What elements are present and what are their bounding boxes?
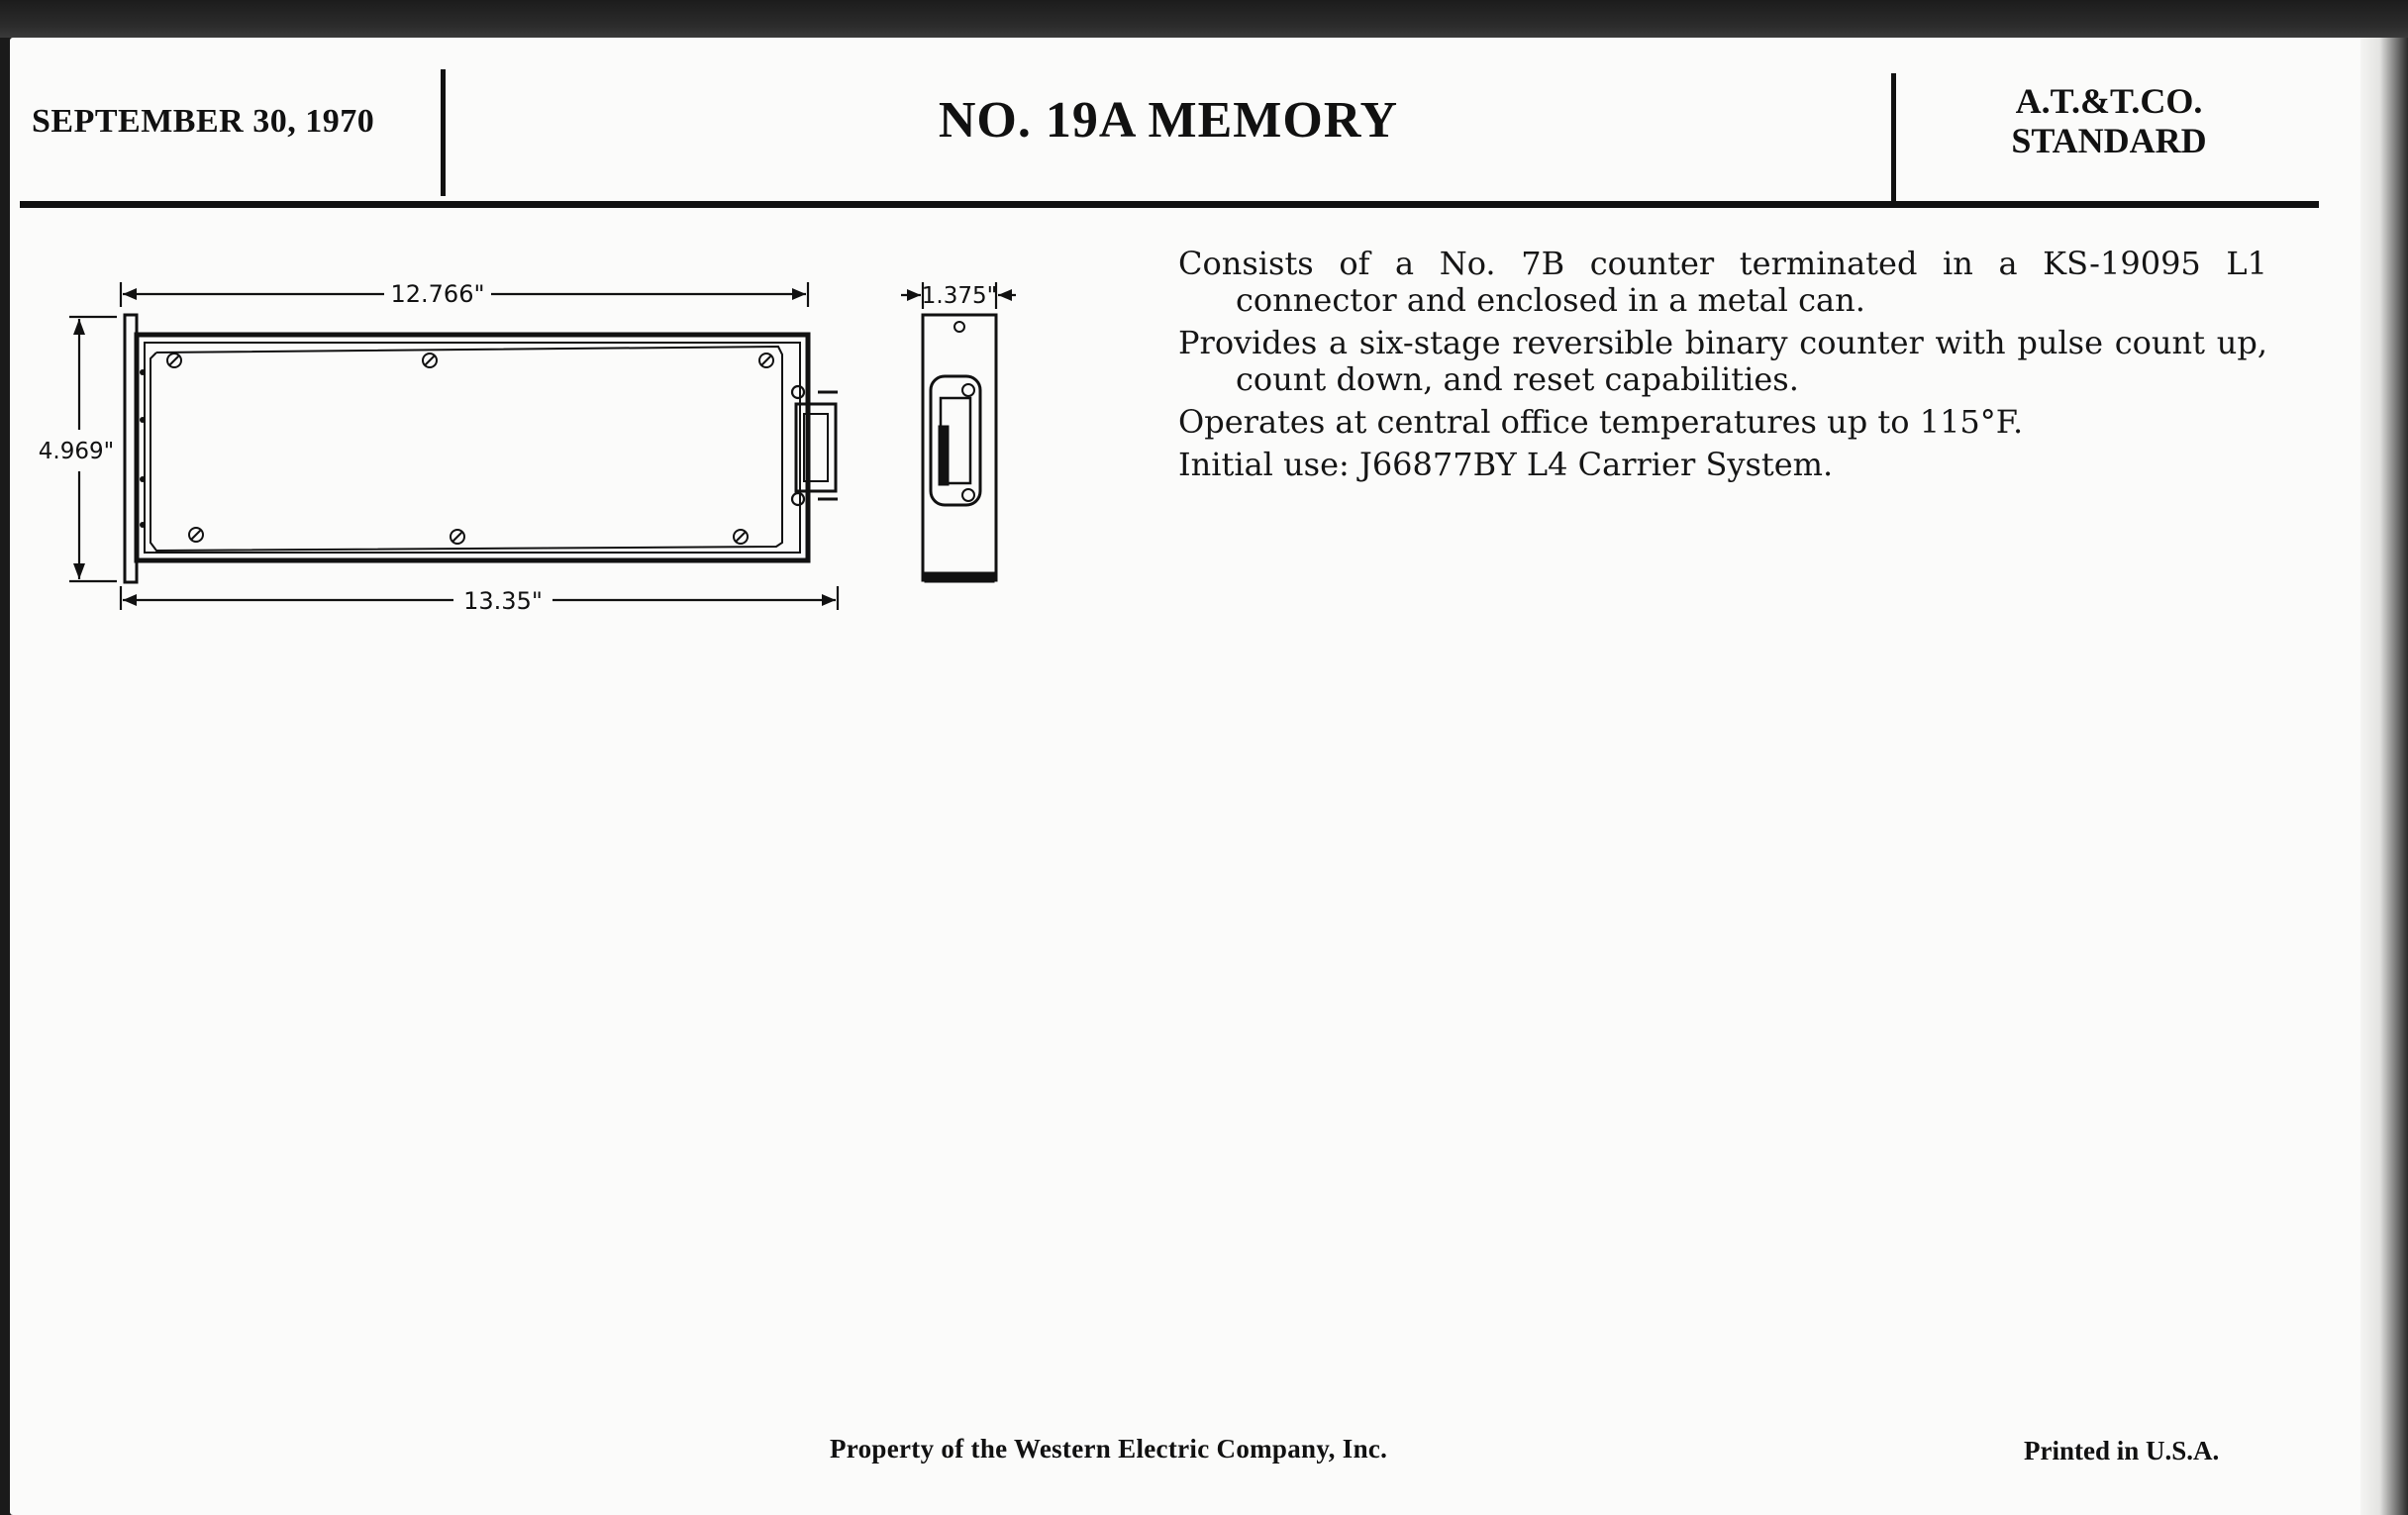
header-standard bbox=[1941, 81, 2277, 160]
description-item: Provides a six-stage reversible binary counter with pulse count up, count down, and reset capabilities. bbox=[1178, 324, 2267, 398]
footer-property: Property of the Western Electric Company, Inc. bbox=[830, 1434, 1388, 1464]
can-body-outer bbox=[137, 335, 808, 560]
screw-bottom-center bbox=[451, 530, 464, 544]
description-item: Initial use: J66877BY L4 Carrier System. bbox=[1178, 446, 1834, 483]
arrowhead bbox=[123, 594, 137, 606]
screw-top-center bbox=[423, 354, 437, 367]
screw-bottom-left bbox=[189, 528, 203, 542]
header-date: SEPTEMBER 30, 1970 bbox=[32, 103, 375, 140]
scan-right-edge bbox=[2360, 38, 2408, 1515]
connector-body bbox=[796, 404, 836, 491]
arrowhead bbox=[907, 289, 921, 301]
dim-depth-label: 1.375" bbox=[921, 283, 998, 309]
cover-panel bbox=[150, 347, 782, 551]
can-body-inner bbox=[145, 343, 800, 553]
standard-line-1: A.T.&T.CO. bbox=[2015, 81, 2203, 121]
arrowhead bbox=[998, 289, 1012, 301]
description bbox=[1178, 246, 2267, 489]
arrowhead bbox=[73, 319, 85, 335]
dim-bottom-label: 13.35" bbox=[463, 587, 543, 615]
screw-top-right bbox=[759, 354, 773, 367]
page-title: NO. 19A MEMORY bbox=[938, 92, 1399, 149]
standard-line-2: STANDARD bbox=[2011, 121, 2207, 160]
header-divider-right bbox=[1891, 73, 1896, 202]
dim-top-label: 12.766" bbox=[390, 280, 485, 308]
description-item: Operates at central office temperatures up to 115°F. bbox=[1178, 403, 2024, 441]
memory-unit-drawing bbox=[0, 0, 1089, 654]
screw-bottom-right bbox=[734, 530, 748, 544]
footer-printed: Printed in U.S.A. bbox=[2024, 1436, 2220, 1465]
arrowhead bbox=[792, 288, 806, 300]
screw-top-left bbox=[167, 354, 181, 367]
connector-post-bottom bbox=[792, 493, 804, 505]
arrowhead bbox=[123, 288, 137, 300]
dim-height-label: 4.969" bbox=[38, 439, 115, 464]
arrowhead bbox=[73, 563, 85, 579]
description-item: Consists of a No. 7B counter terminated in a KS-19095 L1 connector and enclosed in a metal can. bbox=[1178, 245, 2267, 319]
side-view bbox=[923, 315, 996, 582]
arrowhead bbox=[822, 594, 836, 606]
connector-post-top bbox=[792, 386, 804, 398]
